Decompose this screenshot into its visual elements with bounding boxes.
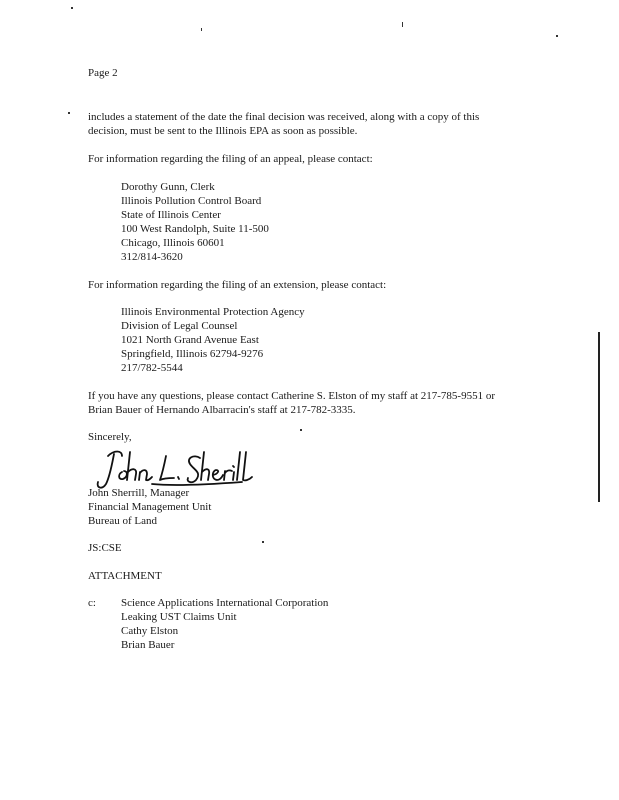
extension-contact-line: Division of Legal Counsel bbox=[121, 320, 238, 332]
appeal-contact-line: 100 West Randolph, Suite 11-500 bbox=[121, 223, 269, 235]
extension-contact-line: 1021 North Grand Avenue East bbox=[121, 334, 259, 346]
intro-line-2: decision, must be sent to the Illinois EPA as soon as possible. bbox=[88, 125, 358, 137]
cc-recipient: Leaking UST Claims Unit bbox=[121, 611, 237, 623]
closing: Sincerely, bbox=[88, 431, 132, 443]
cc-recipient: Brian Bauer bbox=[121, 639, 175, 651]
scan-speck bbox=[201, 28, 202, 31]
appeal-heading: For information regarding the filing of an appeal, please contact: bbox=[88, 153, 373, 165]
appeal-contact-line: 312/814-3620 bbox=[121, 251, 183, 263]
scan-speck bbox=[68, 112, 70, 114]
handwritten-signature bbox=[92, 444, 257, 492]
intro-line-1: includes a statement of the date the final decision was received, along with a copy of this bbox=[88, 111, 480, 123]
scan-edge-mark bbox=[598, 332, 600, 502]
questions-line-1: If you have any questions, please contact Catherine S. Elston of my staff at 217-785-9551 or bbox=[88, 390, 496, 402]
scan-speck bbox=[71, 7, 73, 9]
appeal-contact-line: Chicago, Illinois 60601 bbox=[121, 237, 225, 249]
page-header: Page 2 bbox=[88, 67, 118, 79]
cc-label: c: bbox=[88, 597, 96, 609]
scan-speck bbox=[556, 35, 558, 37]
signer-unit: Financial Management Unit bbox=[88, 501, 212, 513]
signer-bureau: Bureau of Land bbox=[88, 515, 158, 527]
scan-speck bbox=[402, 22, 403, 27]
cc-recipient: Science Applications International Corporation bbox=[121, 597, 329, 609]
questions-line-2: Brian Bauer of Hernando Albarracin's staff at 217-782-3335. bbox=[88, 404, 356, 416]
signer-name-title: John Sherrill, Manager bbox=[88, 487, 190, 499]
scan-speck bbox=[262, 541, 264, 543]
appeal-contact-line: State of Illinois Center bbox=[121, 209, 221, 221]
cc-recipient: Cathy Elston bbox=[121, 625, 179, 637]
scan-speck bbox=[300, 429, 302, 431]
reference-initials: JS:CSE bbox=[88, 542, 122, 554]
extension-contact-line: Illinois Environmental Protection Agency bbox=[121, 306, 305, 318]
appeal-contact-line: Dorothy Gunn, Clerk bbox=[121, 181, 215, 193]
extension-contact-line: 217/782-5544 bbox=[121, 362, 183, 374]
extension-contact-line: Springfield, Illinois 62794-9276 bbox=[121, 348, 264, 360]
extension-heading: For information regarding the filing of an extension, please contact: bbox=[88, 279, 387, 291]
attachment-label: ATTACHMENT bbox=[88, 570, 162, 582]
appeal-contact-line: Illinois Pollution Control Board bbox=[121, 195, 262, 207]
